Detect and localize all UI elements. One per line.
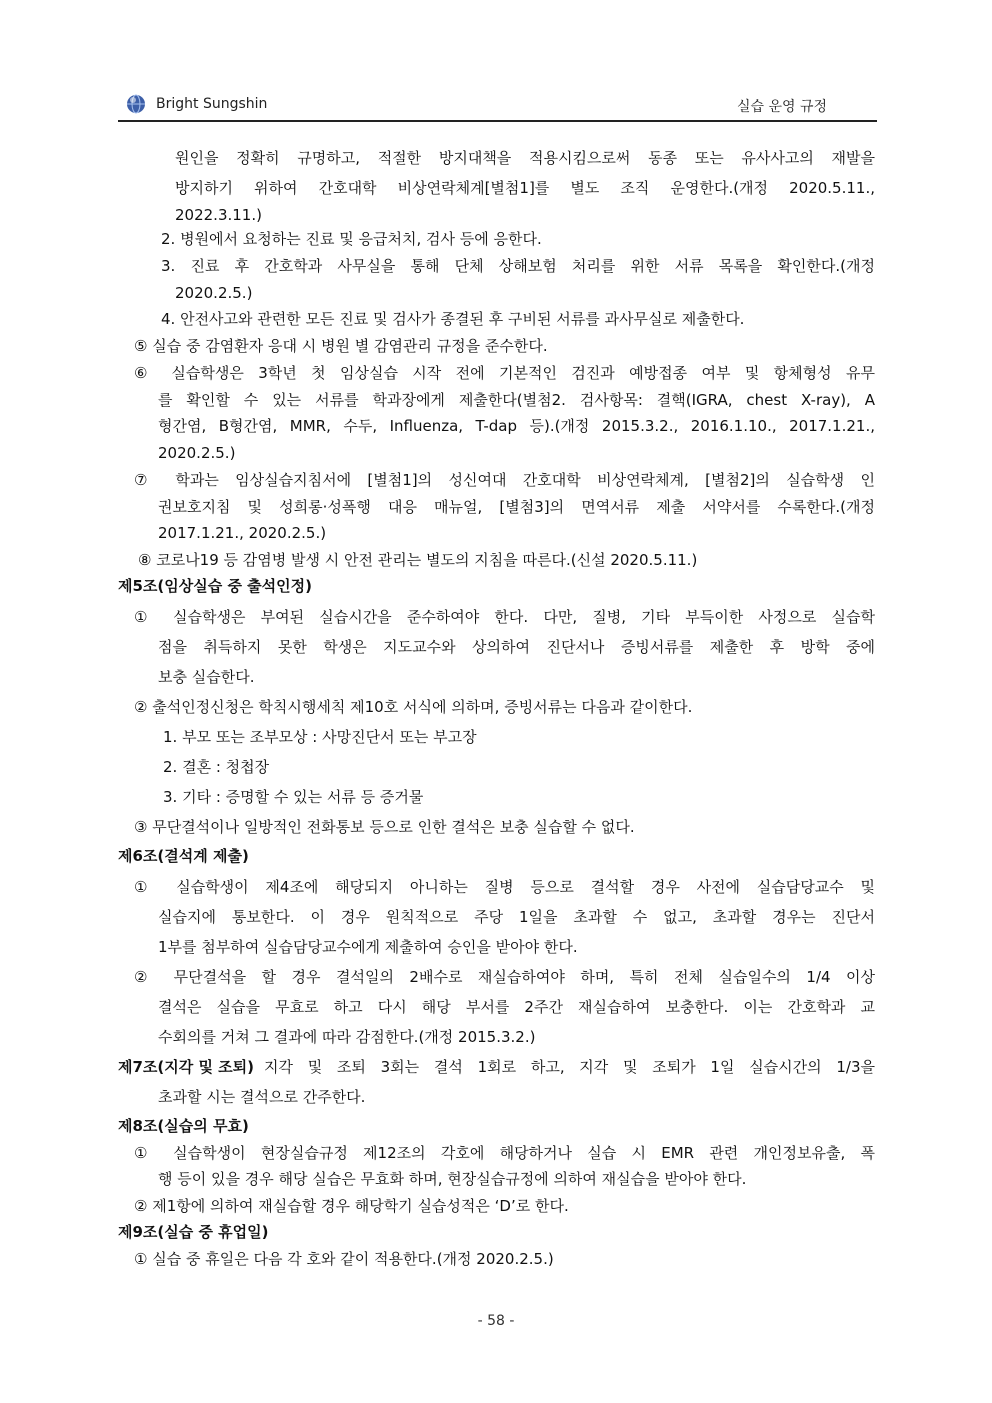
text-line: 수회의를 거쳐 그 결과에 따라 감점한다.(개정 2015.3.2.) bbox=[158, 1028, 536, 1046]
text-line: 2. 병원에서 요청하는 진료 및 응급처치, 검사 등에 응한다. bbox=[161, 230, 542, 248]
text-line: 2. 결혼 : 청첩장 bbox=[163, 758, 270, 776]
text-line: 1부를 첨부하여 실습담당교수에게 제출하여 승인을 받아야 한다. bbox=[158, 938, 578, 956]
text-line: 3. 기타 : 증명할 수 있는 서류 등 증거물 bbox=[163, 788, 424, 806]
text-line: ⑦ 학과는 임상실습지침서에 [별첨1]의 성신여대 간호대학 비상연락체계, [별첨2]의 실습학생 인 bbox=[134, 471, 875, 489]
text-line: 결석은 실습을 무효로 하고 다시 해당 부서를 2주간 재실습하여 보충한다. 이는 간호학과 교 bbox=[158, 998, 875, 1016]
text-line: ① 실습학생이 현장실습규정 제12조의 각호에 해당하거나 실습 시 EMR 관련 개인정보유출, 폭 bbox=[134, 1144, 875, 1162]
text-line: 2020.2.5.) bbox=[175, 284, 253, 302]
text-line: 1. 부모 또는 조부모상 : 사망진단서 또는 부고장 bbox=[163, 728, 477, 746]
text-line: 권보호지침 및 성희롱·성폭행 대응 매뉴얼, [별첨3]의 면역서류 제출 서약서를 수록한다.(개정 bbox=[158, 498, 875, 516]
text-line: ① 실습학생이 제4조에 해당되지 아니하는 질병 등으로 결석할 경우 사전에 실습담당교수 및 bbox=[134, 878, 875, 896]
page-number: - 58 - bbox=[477, 1313, 515, 1329]
article-heading: 제9조(실습 중 휴업일) bbox=[118, 1223, 269, 1241]
text-line: 2022.3.11.) bbox=[175, 206, 262, 224]
text-line: ⑧ 코로나19 등 감염병 발생 시 안전 관리는 별도의 지침을 따른다.(신설 2020.5.11.) bbox=[138, 551, 698, 569]
text-line: 를 확인할 수 있는 서류를 학과장에게 제출한다(별첨2. 검사항목: 결핵(IGRA, chest X-ray), A bbox=[158, 391, 875, 409]
text-line: ② 출석인정신청은 학칙시행세칙 제10호 서식에 의하며, 증빙서류는 다음과 같이한다. bbox=[134, 698, 693, 716]
text-line: 원인을 정확히 규명하고, 적절한 방지대책을 적용시킴으로써 동종 또는 유사사고의 재발을 bbox=[175, 149, 875, 167]
text-line: 실습지에 통보한다. 이 경우 원칙적으로 주당 1일을 초과할 수 없고, 초과할 경우는 진단서 bbox=[158, 908, 875, 926]
text-line: 방지하기 위하여 간호대학 비상연락체계[별첨1]를 별도 조직 운영한다.(개정 2020.5.11., bbox=[175, 179, 875, 197]
text-line: 초과할 시는 결석으로 간주한다. bbox=[158, 1088, 366, 1106]
text-line: 보충 실습한다. bbox=[158, 668, 255, 686]
document-title: 실습 운영 규정 bbox=[736, 99, 827, 115]
article-heading: 제5조(임상실습 중 출석인정) bbox=[118, 577, 312, 595]
text-line: 행 등이 있을 경우 해당 실습은 무효화 하며, 현장실습규정에 의하여 재실습을 받아야 한다. bbox=[158, 1170, 747, 1188]
text-line: 점을 취득하지 못한 학생은 지도교수와 상의하여 진단서나 증빙서류를 제출한 후 방학 중에 bbox=[158, 638, 875, 656]
text-line: ② 제1항에 의하여 재실습할 경우 해당학기 실습성적은 ‘D’로 한다. bbox=[134, 1197, 569, 1215]
text-line: ③ 무단결석이나 일방적인 전화통보 등으로 인한 결석은 보충 실습할 수 없다. bbox=[134, 818, 635, 836]
text-line: 2017.1.21., 2020.2.5.) bbox=[158, 524, 327, 542]
text-line: 4. 안전사고와 관련한 모든 진료 및 검사가 종결된 후 구비된 서류를 과사무실로 제출한다. bbox=[161, 310, 745, 328]
text-line: 지각 및 조퇴 3회는 결석 1회로 하고, 지각 및 조퇴가 1일 실습시간의 1/3을 bbox=[264, 1058, 875, 1076]
article-heading: 제6조(결석계 제출) bbox=[118, 847, 249, 865]
text-line: ⑥ 실습학생은 3학년 첫 임상실습 시작 전에 기본적인 검진과 예방접종 여부 및 항체형성 유무 bbox=[134, 364, 875, 382]
brand-name: Bright Sungshin bbox=[156, 96, 268, 112]
text-line: ② 무단결석을 할 경우 결석일의 2배수로 재실습하여야 하며, 특히 전체 실습일수의 1/4 이상 bbox=[134, 968, 875, 986]
article-heading: 제7조(지각 및 조퇴) bbox=[118, 1058, 255, 1076]
text-line: ① 실습학생은 부여된 실습시간을 준수하여야 한다. 다만, 질병, 기타 부득이한 사정으로 실습학 bbox=[134, 608, 875, 626]
globe-logo-icon bbox=[126, 94, 146, 114]
text-line: ⑤ 실습 중 감염환자 응대 시 병원 별 감염관리 규정을 준수한다. bbox=[134, 337, 548, 355]
article-heading: 제8조(실습의 무효) bbox=[118, 1117, 249, 1135]
page-header bbox=[118, 92, 877, 122]
text-line: 형간염, B형간염, MMR, 수두, Influenza, T-dap 등).(개정 2015.3.2., 2016.1.10., 2017.1.21., bbox=[158, 417, 875, 435]
text-line: 3. 진료 후 간호학과 사무실을 통해 단체 상해보험 처리를 위한 서류 목록을 확인한다.(개정 bbox=[161, 257, 875, 275]
text-line: ① 실습 중 휴일은 다음 각 호와 같이 적용한다.(개정 2020.2.5.) bbox=[134, 1250, 554, 1268]
text-line: 2020.2.5.) bbox=[158, 444, 236, 462]
